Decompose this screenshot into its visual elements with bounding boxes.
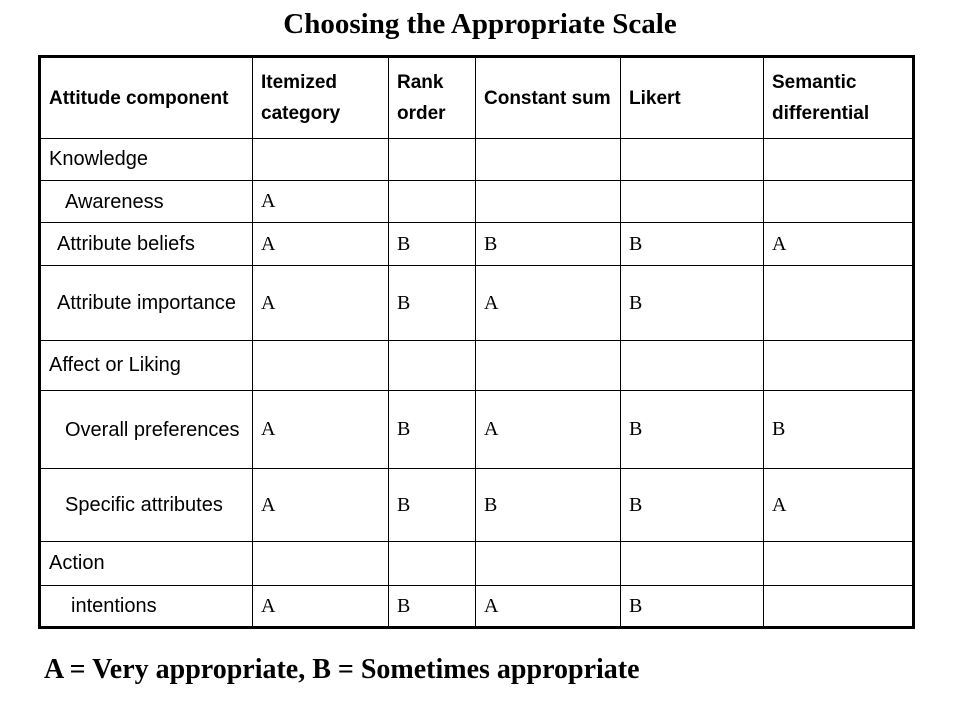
column-header: Attitude component <box>40 57 253 139</box>
table-cell <box>253 542 389 586</box>
row-label: Overall preferences <box>40 391 253 469</box>
row-label: Action <box>40 542 253 586</box>
table-cell: B <box>389 469 476 542</box>
table-cell <box>476 542 621 586</box>
table-cell: B <box>476 223 621 266</box>
table-cell <box>764 542 914 586</box>
table-cell: A <box>253 266 389 341</box>
table-cell: A <box>476 391 621 469</box>
table-cell <box>476 341 621 391</box>
row-label: Awareness <box>40 181 253 223</box>
table-cell: B <box>389 391 476 469</box>
table-row <box>40 139 914 181</box>
row-label: intentions <box>40 586 253 628</box>
table-row <box>40 341 914 391</box>
table-cell: A <box>764 469 914 542</box>
table-cell: B <box>389 266 476 341</box>
table-cell <box>389 542 476 586</box>
table-cell: B <box>621 266 764 341</box>
table-cell: B <box>389 223 476 266</box>
table-cell: B <box>764 391 914 469</box>
table-cell <box>389 181 476 223</box>
table-cell: A <box>253 223 389 266</box>
scale-table <box>38 55 915 629</box>
table-row <box>40 586 914 628</box>
page-title: Choosing the Appropriate Scale <box>283 8 677 40</box>
row-label: Specific attributes <box>40 469 253 542</box>
column-header: Likert <box>621 57 764 139</box>
table-cell: A <box>253 586 389 628</box>
table-cell: B <box>621 391 764 469</box>
table-cell: A <box>476 586 621 628</box>
table-cell <box>764 341 914 391</box>
table-cell <box>764 266 914 341</box>
table-cell: A <box>253 181 389 223</box>
table-cell: B <box>621 586 764 628</box>
table-cell: B <box>389 586 476 628</box>
table-cell <box>476 181 621 223</box>
header-row <box>40 57 914 139</box>
table-cell <box>476 139 621 181</box>
table-cell <box>764 139 914 181</box>
row-label: Knowledge <box>40 139 253 181</box>
table-cell: B <box>476 469 621 542</box>
table-cell: A <box>476 266 621 341</box>
table-cell: B <box>621 469 764 542</box>
column-header: Itemized category <box>253 57 389 139</box>
table-cell <box>389 139 476 181</box>
table-cell <box>253 341 389 391</box>
table-cell: A <box>764 223 914 266</box>
table-row <box>40 391 914 469</box>
table-row <box>40 181 914 223</box>
legend-footnote: A = Very appropriate, B = Sometimes appropriate <box>44 654 640 685</box>
row-label: Attribute importance <box>40 266 253 341</box>
column-header: Semantic differential <box>764 57 914 139</box>
table-cell <box>621 181 764 223</box>
table-cell: A <box>253 469 389 542</box>
table-row <box>40 469 914 542</box>
table-cell: A <box>253 391 389 469</box>
column-header: Rank order <box>389 57 476 139</box>
table-cell <box>764 586 914 628</box>
table-row <box>40 223 914 266</box>
row-label: Affect or Liking <box>40 341 253 391</box>
row-label: Attribute beliefs <box>40 223 253 266</box>
column-header: Constant sum <box>476 57 621 139</box>
table-cell <box>621 139 764 181</box>
table-cell <box>621 542 764 586</box>
table-cell <box>764 181 914 223</box>
table-row <box>40 542 914 586</box>
table-row <box>40 266 914 341</box>
table-cell <box>621 341 764 391</box>
table-cell <box>389 341 476 391</box>
table-cell <box>253 139 389 181</box>
table-cell: B <box>621 223 764 266</box>
